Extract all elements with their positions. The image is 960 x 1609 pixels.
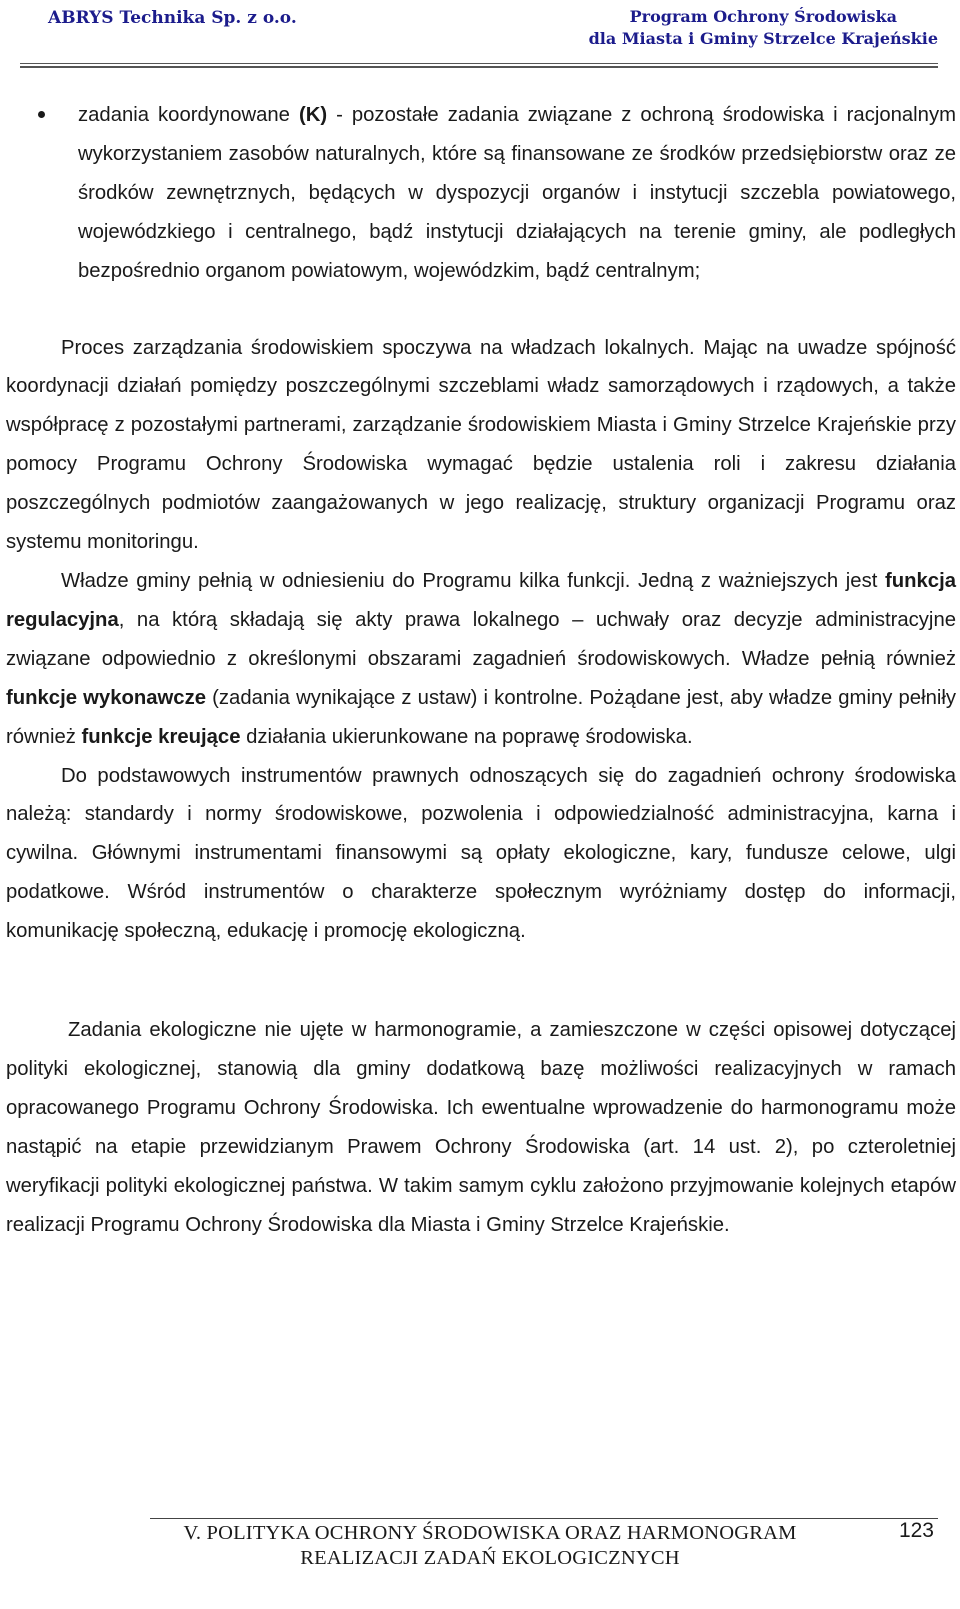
header-divider-thick xyxy=(20,66,938,68)
document-body xyxy=(6,96,956,1244)
paragraph-management: Proces zarządzania środowiskiem spoczywa na władzach lokalnych. Mając na uwadze spójność koordynacji działań pomiędzy poszczególnymi szczeblami władz samorządowych i rządowych, a także współpracę z pozostałymi partnerami, zarządzanie środowiskiem Miasta i Gminy Strzelce Krajeńskie przy pomocy Programu Ochrony Środowiska wymagać będzie ustalenia roli i zakresu działania poszczególnych podmiotów zaangażowanych w jego realizację, struktury organizacji Programu oraz systemu monitoringu. xyxy=(6,336,956,554)
footer-title-line-1: V. POLITYKA OCHRONY ŚRODOWISKA ORAZ HARMONOGRAM xyxy=(183,1522,797,1544)
header-document-title xyxy=(589,6,938,50)
header-company-name: ABRYS Technika Sp. z o.o. xyxy=(48,8,297,28)
bullet-text: - pozostałe zadania związane z ochroną środowiska i racjonalnym wykorzystaniem zasobów naturalnych, które są finansowane ze środków przedsiębiorstw oraz ze środków zewnętrznych, będących w dyspozycji organów i instytucji szczebla powiatowego, wojewódzkiego i centralnego, bądź instytucji działających na terenie gminy, ale podległych bezpośrednio organom powiatowym, wojewódzkim, bądź centralnym; xyxy=(78,104,957,282)
functions-text-4: działania ukierunkowane na poprawę środowiska. xyxy=(240,725,693,748)
footer-chapter-title xyxy=(150,1521,830,1571)
functions-bold-executive: funkcje wykonawcze xyxy=(6,686,207,709)
page-header xyxy=(0,0,960,70)
paragraph-instruments: Do podstawowych instrumentów prawnych odnoszących się do zagadnień ochrony środowiska należą: standardy i normy środowiskowe, pozwolenia i odpowiedzialność administracyjna, karna i cywilna. Głównymi instrumentami finansowymi są opłaty ekologiczne, kary, fundusze celowe, ulgi podatkowe. Wśród instrumentów o charakterze społecznym wyróżniamy dostęp do informacji, komunikację społeczną, edukację i promocję ekologiczną. xyxy=(6,764,956,943)
footer-divider xyxy=(150,1518,938,1519)
paragraph-ecological-tasks: Zadania ekologiczne nie ujęte w harmonogramie, a zamieszczone w części opisowej dotyczącej polityki ekologicznej, stanowią dla gminy dodatkową bazę możliwości realizacyjnych w ramach opracowanego Programu Ochrony Środowiska. Ich ewentualne wprowadzenie do harmonogramu może nastąpić na etapie przewidzianym Prawem Ochrony Środowiska (art. 14 ust. 2), po czteroletniej weryfikacji polityki ekologicznej państwa. W takim samym cyklu założono przyjmowanie kolejnych etapów realizacji Programu Ochrony Środowiska dla Miasta i Gminy Strzelce Krajeńskie. xyxy=(6,1019,956,1236)
header-divider xyxy=(20,63,938,64)
spacer xyxy=(6,291,956,329)
bullet-tag: (K) xyxy=(298,104,328,126)
bullet-icon xyxy=(38,111,45,118)
header-title-line-1: Program Ochrony Środowiska xyxy=(629,7,897,26)
bullet-item-coordinated-tasks xyxy=(6,96,956,291)
header-title-line-2: dla Miasta i Gminy Strzelce Krajeńskie xyxy=(588,29,938,48)
bullet-intro: zadania koordynowane xyxy=(78,104,299,126)
functions-bold-creative: funkcje kreujące xyxy=(81,725,241,748)
paragraph-functions xyxy=(6,562,956,757)
functions-bold-regulatory: funkcja regulacyjna xyxy=(6,569,956,631)
functions-text-3: (zadania wynikające z ustaw) i kontrolne. Pożądane jest, aby władze gminy pełniły również xyxy=(6,686,957,748)
functions-text-2: , na którą składają się akty prawa lokalnego – uchwały oraz decyzje administracyjne związane odpowiednio z określonymi obszarami zagadnień środowiskowych. Władze pełnią również xyxy=(6,608,956,670)
spacer xyxy=(6,951,956,1011)
footer-title-line-2: REALIZACJI ZADAŃ EKOLOGICZNYCH xyxy=(300,1547,680,1569)
functions-text-1: Władze gminy pełnią w odniesieniu do Programu kilka funkcji. Jedną z ważniejszych jest xyxy=(61,569,885,592)
page-number: 123 xyxy=(898,1519,934,1542)
